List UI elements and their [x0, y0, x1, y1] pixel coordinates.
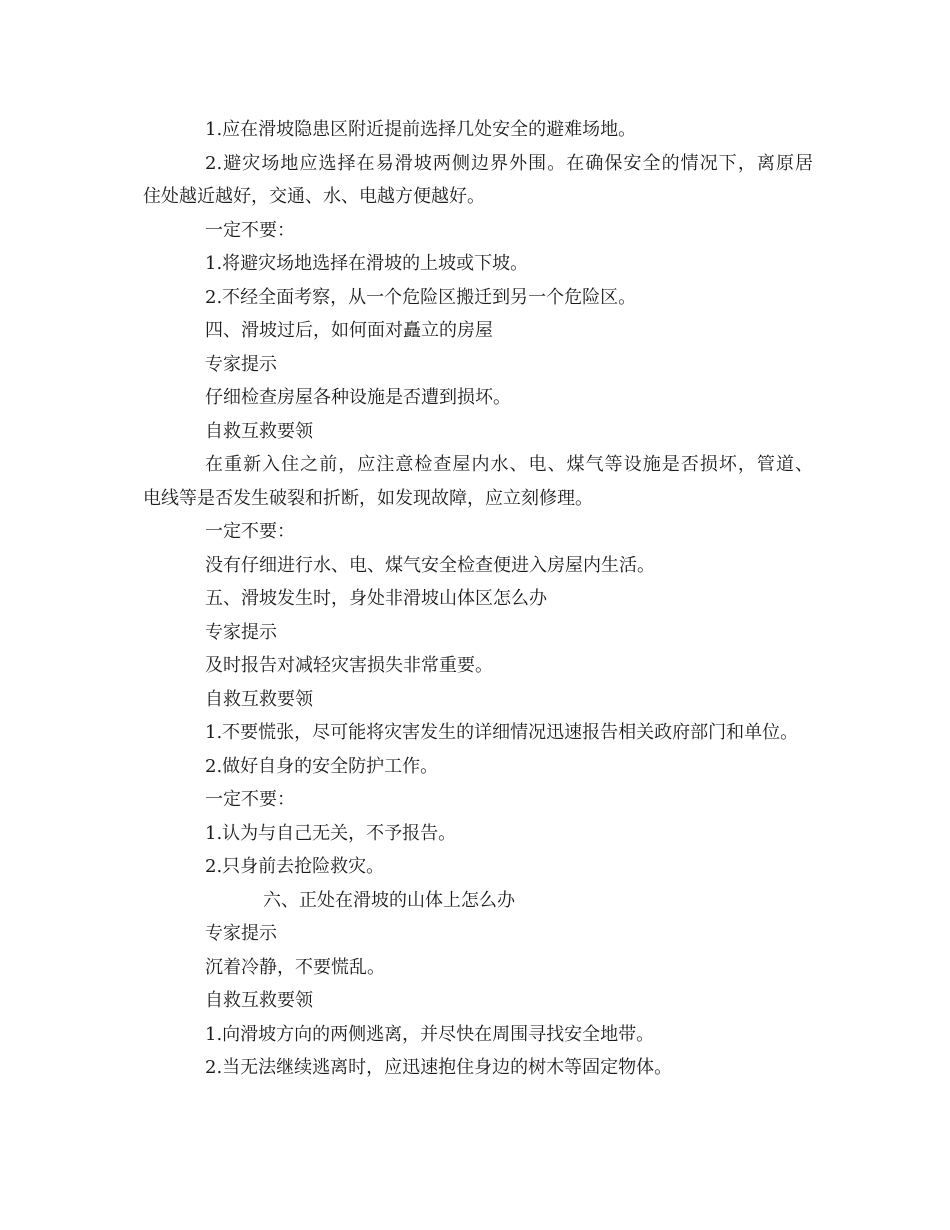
paragraph-line: 沉着冷静，不要慌乱。 — [205, 956, 385, 978]
document-body — [143, 113, 813, 1085]
paragraph-line: 2.避灾场地应选择在易滑坡两侧边界外围。在确保安全的情况下，离原居 — [205, 152, 813, 174]
paragraph-line: 2.当无法继续逃离时，应迅速抱住身边的树木等固定物体。 — [205, 1057, 673, 1078]
paragraph-line: 没有仔细进行水、电、煤气安全检查便进入房屋内生活。 — [205, 554, 655, 576]
subheading: 自救互救要领 — [205, 420, 313, 442]
paragraph-line: 2.不经全面考察，从一个危险区搬迁到另一个危险区。 — [205, 286, 637, 308]
paragraph-line: 仔细检查房屋各种设施是否遭到损坏。 — [205, 387, 511, 408]
paragraph-line: 1.向滑坡方向的两侧逃离，并尽快在周围寻找安全地带。 — [205, 1023, 655, 1045]
subheading: 专家提示 — [205, 621, 277, 643]
subheading: 专家提示 — [205, 353, 277, 375]
paragraph-line: 一定不要： — [205, 219, 295, 241]
subheading: 自救互救要领 — [205, 688, 313, 710]
paragraph-line: 一定不要： — [205, 789, 295, 810]
section-heading: 四、滑坡过后，如何面对矗立的房屋 — [205, 320, 493, 341]
section-heading: 五、滑坡发生时，身处非滑坡山体区怎么办 — [205, 588, 547, 609]
paragraph-line: 1.不要慌张，尽可能将灾害发生的详细情况迅速报告相关政府部门和单位。 — [205, 722, 799, 743]
paragraph-line: 住处越近越好，交通、水、电越方便越好。 — [143, 186, 485, 207]
subheading: 专家提示 — [205, 923, 277, 944]
paragraph-line: 及时报告对减轻灾害损失非常重要。 — [205, 655, 493, 676]
section-heading: 六、正处在滑坡的山体上怎么办 — [263, 889, 515, 911]
paragraph-line: 2.只身前去抢险救灾。 — [205, 856, 385, 877]
paragraph-line: 1.认为与自己无关，不予报告。 — [205, 822, 457, 844]
paragraph-line: 电线等是否发生破裂和折断，如发现故障，应立刻修理。 — [143, 487, 593, 509]
paragraph-line: 1.应在滑坡隐患区附近提前选择几处安全的避难场地。 — [205, 119, 637, 140]
paragraph-line: 一定不要： — [205, 521, 295, 542]
subheading: 自救互救要领 — [205, 990, 313, 1011]
paragraph-line: 1.将避灾场地选择在滑坡的上坡或下坡。 — [205, 253, 529, 274]
paragraph-line: 2.做好自身的安全防护工作。 — [205, 755, 439, 777]
paragraph-line: 在重新入住之前，应注意检查屋内水、电、煤气等设施是否损坏，管道、 — [205, 454, 813, 475]
